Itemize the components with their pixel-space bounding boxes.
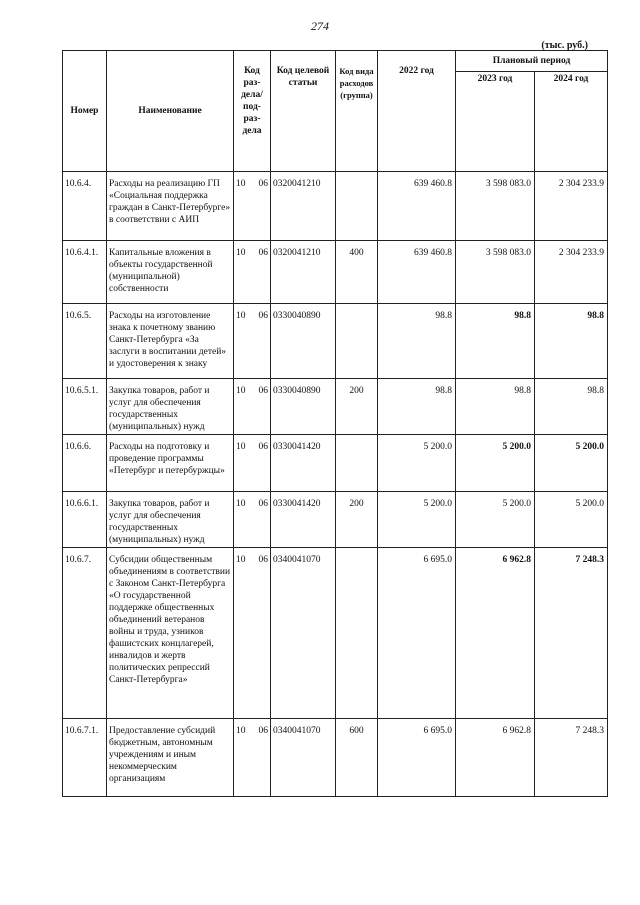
table-body <box>63 172 608 797</box>
cell-2024: 2 304 233.9 <box>535 172 608 241</box>
cell-2022: 6 695.0 <box>378 548 456 719</box>
cell-2023: 98.8 <box>456 304 535 379</box>
cell-podrazdel-code: 06 <box>258 499 268 509</box>
cell-vid <box>336 435 378 492</box>
table-row <box>63 492 608 548</box>
table-row <box>63 304 608 379</box>
cell-celevoy: 0340041070 <box>271 719 336 797</box>
table-row <box>63 241 608 304</box>
cell-nomer: 10.6.4. <box>63 172 107 241</box>
cell-razdel <box>234 548 271 719</box>
cell-razdel-code: 10 <box>236 311 246 321</box>
cell-2023: 3 598 083.0 <box>456 172 535 241</box>
cell-name: Предоставление субсидий бюджетным, автономным учреждениям и иным некоммерческим организациям <box>107 719 234 797</box>
cell-podrazdel-code: 06 <box>258 386 268 396</box>
cell-razdel <box>234 492 271 548</box>
cell-2023: 98.8 <box>456 379 535 435</box>
cell-vid <box>336 172 378 241</box>
cell-podrazdel-code: 06 <box>258 248 268 258</box>
table-row <box>63 172 608 241</box>
cell-celevoy: 0330041420 <box>271 435 336 492</box>
budget-table-wrap <box>62 50 608 797</box>
cell-nomer: 10.6.5.1. <box>63 379 107 435</box>
header-2023: 2023 год <box>456 71 535 172</box>
cell-razdel <box>234 241 271 304</box>
cell-2022: 639 460.8 <box>378 241 456 304</box>
cell-podrazdel-code: 06 <box>258 442 268 452</box>
cell-nomer: 10.6.5. <box>63 304 107 379</box>
cell-vid <box>336 548 378 719</box>
header-kod-razdela: Код раз-дела/ под-раз-дела <box>234 51 271 172</box>
cell-celevoy: 0320041210 <box>271 241 336 304</box>
cell-2023: 6 962.8 <box>456 548 535 719</box>
budget-table <box>62 50 608 797</box>
header-kod-vida: Код вида расходов (группа) <box>336 51 378 172</box>
cell-2022: 6 695.0 <box>378 719 456 797</box>
cell-razdel-code: 10 <box>236 248 246 258</box>
cell-name: Расходы на подготовку и проведение программы «Петербург и петербуржцы» <box>107 435 234 492</box>
cell-celevoy: 0320041210 <box>271 172 336 241</box>
cell-2024: 98.8 <box>535 379 608 435</box>
cell-razdel <box>234 304 271 379</box>
cell-razdel-code: 10 <box>236 726 246 736</box>
cell-2023: 3 598 083.0 <box>456 241 535 304</box>
page-number: 274 <box>311 19 329 33</box>
cell-nomer: 10.6.7. <box>63 548 107 719</box>
cell-vid: 200 <box>336 492 378 548</box>
cell-podrazdel-code: 06 <box>258 726 268 736</box>
table-header <box>63 51 608 172</box>
cell-podrazdel-code: 06 <box>258 179 268 189</box>
cell-2024: 5 200.0 <box>535 435 608 492</box>
cell-2022: 5 200.0 <box>378 435 456 492</box>
cell-razdel-code: 10 <box>236 179 246 189</box>
cell-name: Закупка товаров, работ и услуг для обеспечения государственных (муниципальных) нужд <box>107 379 234 435</box>
header-2022: 2022 год <box>378 51 456 172</box>
cell-nomer: 10.6.6.1. <box>63 492 107 548</box>
cell-2022: 98.8 <box>378 304 456 379</box>
cell-vid: 400 <box>336 241 378 304</box>
cell-podrazdel-code: 06 <box>258 555 268 565</box>
cell-podrazdel-code: 06 <box>258 311 268 321</box>
cell-razdel <box>234 435 271 492</box>
cell-vid: 600 <box>336 719 378 797</box>
cell-nomer: 10.6.7.1. <box>63 719 107 797</box>
cell-2024: 98.8 <box>535 304 608 379</box>
cell-2023: 5 200.0 <box>456 435 535 492</box>
cell-2024: 7 248.3 <box>535 719 608 797</box>
cell-name: Закупка товаров, работ и услуг для обеспечения государственных (муниципальных) нужд <box>107 492 234 548</box>
table-row <box>63 719 608 797</box>
cell-razdel-code: 10 <box>236 499 246 509</box>
cell-vid <box>336 304 378 379</box>
cell-razdel <box>234 172 271 241</box>
cell-razdel-code: 10 <box>236 386 246 396</box>
cell-2022: 98.8 <box>378 379 456 435</box>
table-row <box>63 379 608 435</box>
cell-name: Расходы на реализацию ГП «Социальная поддержка граждан в Санкт-Петербурге» в соответствии с АИП <box>107 172 234 241</box>
cell-celevoy: 0330040890 <box>271 304 336 379</box>
cell-razdel <box>234 719 271 797</box>
cell-name: Субсидии общественным объединениям в соответствии с Законом Санкт-Петербурга «О государственной поддержке общественных объединений ветеранов войны и труда, узников фашистских концлагерей, инвалидов и жертв политических репрессий Санкт-Петербурга» <box>107 548 234 719</box>
cell-celevoy: 0340041070 <box>271 548 336 719</box>
cell-celevoy: 0330041420 <box>271 492 336 548</box>
table-row <box>63 435 608 492</box>
cell-vid: 200 <box>336 379 378 435</box>
cell-name: Расходы на изготовление знака к почетному званию Санкт-Петербурга «За заслуги в воспитании детей» и удостоверения к знаку <box>107 304 234 379</box>
cell-2023: 5 200.0 <box>456 492 535 548</box>
header-nomer: Номер <box>63 51 107 172</box>
cell-2022: 5 200.0 <box>378 492 456 548</box>
header-planned-period: Плановый период <box>456 51 608 72</box>
units-label: (тыс. руб.) <box>541 40 588 51</box>
cell-2023: 6 962.8 <box>456 719 535 797</box>
table-row <box>63 548 608 719</box>
cell-nomer: 10.6.4.1. <box>63 241 107 304</box>
cell-razdel-code: 10 <box>236 442 246 452</box>
cell-2024: 5 200.0 <box>535 492 608 548</box>
cell-razdel-code: 10 <box>236 555 246 565</box>
cell-2024: 7 248.3 <box>535 548 608 719</box>
cell-razdel <box>234 379 271 435</box>
cell-celevoy: 0330040890 <box>271 379 336 435</box>
cell-2024: 2 304 233.9 <box>535 241 608 304</box>
header-2024: 2024 год <box>535 71 608 172</box>
cell-name: Капитальные вложения в объекты государственной (муниципальной) собственности <box>107 241 234 304</box>
header-kod-celevoy: Код целевой статьи <box>271 51 336 172</box>
cell-nomer: 10.6.6. <box>63 435 107 492</box>
cell-2022: 639 460.8 <box>378 172 456 241</box>
header-name: Наименование <box>107 51 234 172</box>
